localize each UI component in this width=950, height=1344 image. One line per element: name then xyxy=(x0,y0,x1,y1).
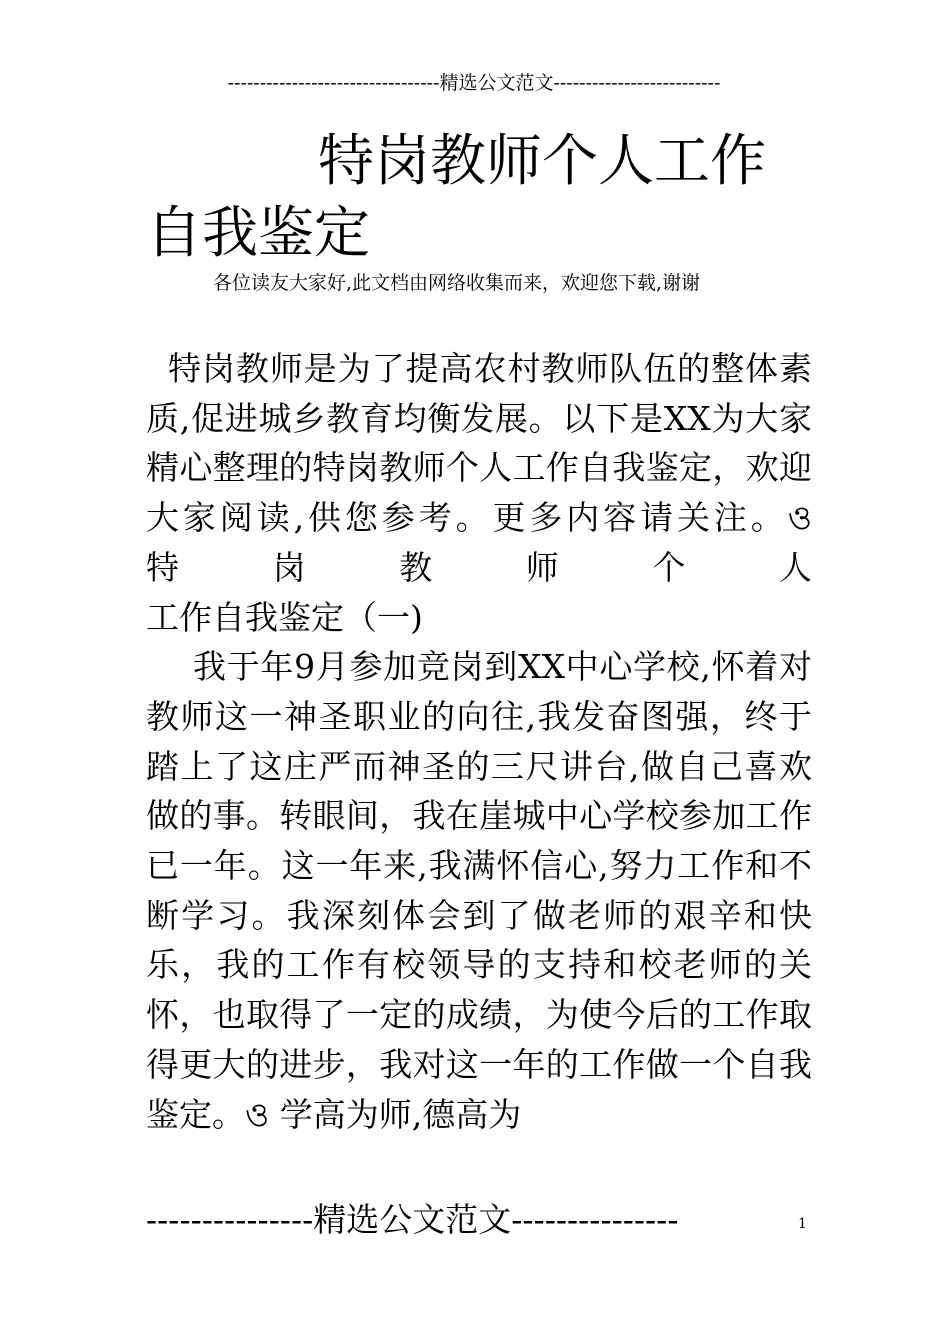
footer-rule: ---------------精选公文范文--------------- xyxy=(146,1200,679,1239)
title-line-2: 自我鉴定 xyxy=(146,201,370,266)
paragraph-1-end: 工作自我鉴定（一) xyxy=(146,597,423,637)
paragraph-1: 特岗教师是为了提高农村教师队伍的整体素质,促进城乡教育均衡发展。以下是XX为大家精心整理的特岗教师个人工作自我鉴定，欢迎大家阅读,供您参考。更多内容请关注。ও 特岗教师个人 xyxy=(146,349,878,587)
document-body xyxy=(146,344,878,1139)
paragraph-2: 我于年9月参加竞岗到XX中心学校,怀着对教师这一神圣职业的向往,我发奋图强，终于踏上了这庄严而神圣的三尺讲台,做自己喜欢做的事。转眼间，我在崖城中心学校参加工作已一年。这一年来,我满怀信心,努力工作和不断学习。我深刻体会到了做老师的艰辛和快乐，我的工作有校领导的支持和校老师的关怀，也取得了一定的成绩，为使今后的工作取得更大的进步，我对这一年的工作做一个自我鉴定。ও 学高为师,德高为 xyxy=(146,647,812,1134)
subtitle: 各位读友大家好,此文档由网络收集而来，欢迎您下载,谢谢 xyxy=(213,272,701,294)
page-number: 1 xyxy=(798,1216,807,1232)
document-title xyxy=(146,126,812,270)
title-line-1: 特岗教师个人工作 xyxy=(318,129,766,194)
header-rule: ---------------------------------精选公文范文-------------------------- xyxy=(227,72,721,94)
